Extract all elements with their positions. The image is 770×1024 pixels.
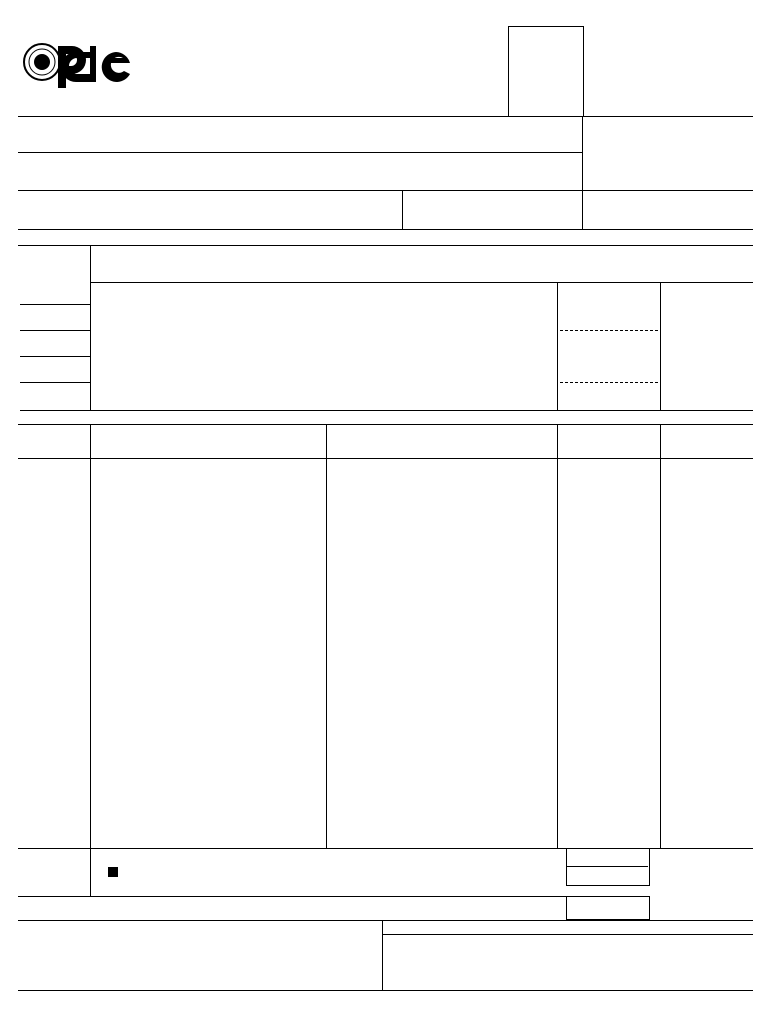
pdc-logo xyxy=(20,40,132,90)
additional-pages-checkbox[interactable] xyxy=(108,867,118,877)
form-code-box xyxy=(508,26,584,117)
total-box xyxy=(566,896,650,920)
subtotal-box xyxy=(566,848,650,886)
